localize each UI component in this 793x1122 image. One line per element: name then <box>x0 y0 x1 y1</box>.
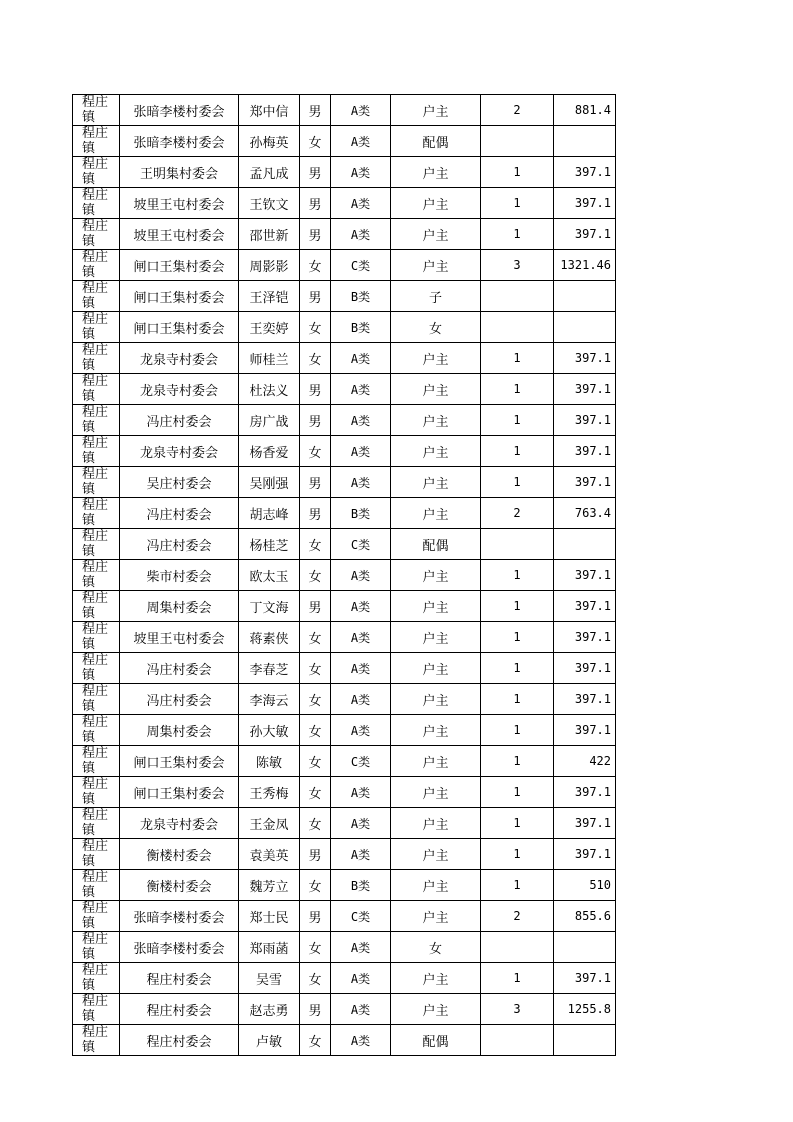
village-cell: 龙泉寺村委会 <box>120 343 239 374</box>
name-cell: 孙梅英 <box>239 126 300 157</box>
table-row <box>73 901 616 932</box>
name-cell: 房广战 <box>239 405 300 436</box>
village-cell: 程庄村委会 <box>120 963 239 994</box>
category-cell: A类 <box>331 777 391 808</box>
town-cell: 程庄镇 <box>73 622 120 653</box>
amount-cell: 397.1 <box>554 467 616 498</box>
category-cell: C类 <box>331 901 391 932</box>
gender-cell: 女 <box>300 126 331 157</box>
household-count-cell: 1 <box>481 622 554 653</box>
amount-cell: 1255.8 <box>554 994 616 1025</box>
table-row <box>73 746 616 777</box>
gender-cell: 男 <box>300 374 331 405</box>
gender-cell: 男 <box>300 219 331 250</box>
village-cell: 吴庄村委会 <box>120 467 239 498</box>
table-row <box>73 932 616 963</box>
household-count-cell: 1 <box>481 405 554 436</box>
table-row <box>73 591 616 622</box>
household-count-cell: 1 <box>481 343 554 374</box>
village-cell: 闸口王集村委会 <box>120 281 239 312</box>
household-count-cell <box>481 126 554 157</box>
household-count-cell: 2 <box>481 95 554 126</box>
table-row <box>73 777 616 808</box>
town-cell: 程庄镇 <box>73 684 120 715</box>
table-row <box>73 188 616 219</box>
name-cell: 吴刚强 <box>239 467 300 498</box>
category-cell: A类 <box>331 219 391 250</box>
household-count-cell: 1 <box>481 560 554 591</box>
table-row <box>73 436 616 467</box>
category-cell: C类 <box>331 250 391 281</box>
table-row <box>73 157 616 188</box>
name-cell: 杜法义 <box>239 374 300 405</box>
relation-cell: 户主 <box>391 436 481 467</box>
village-cell: 张暗李楼村委会 <box>120 126 239 157</box>
village-cell: 龙泉寺村委会 <box>120 436 239 467</box>
name-cell: 蒋素侠 <box>239 622 300 653</box>
amount-cell: 881.4 <box>554 95 616 126</box>
gender-cell: 女 <box>300 560 331 591</box>
table-row <box>73 963 616 994</box>
name-cell: 吴雪 <box>239 963 300 994</box>
gender-cell: 女 <box>300 250 331 281</box>
gender-cell: 男 <box>300 901 331 932</box>
category-cell: A类 <box>331 126 391 157</box>
amount-cell: 397.1 <box>554 839 616 870</box>
name-cell: 杨香爱 <box>239 436 300 467</box>
village-cell: 闸口王集村委会 <box>120 746 239 777</box>
table-row <box>73 715 616 746</box>
name-cell: 李海云 <box>239 684 300 715</box>
town-cell: 程庄镇 <box>73 343 120 374</box>
village-cell: 冯庄村委会 <box>120 498 239 529</box>
table-row <box>73 870 616 901</box>
category-cell: B类 <box>331 281 391 312</box>
amount-cell: 397.1 <box>554 622 616 653</box>
name-cell: 师桂兰 <box>239 343 300 374</box>
relation-cell: 户主 <box>391 622 481 653</box>
amount-cell: 397.1 <box>554 591 616 622</box>
town-cell: 程庄镇 <box>73 932 120 963</box>
relation-cell: 户主 <box>391 374 481 405</box>
town-cell: 程庄镇 <box>73 1025 120 1056</box>
name-cell: 王秀梅 <box>239 777 300 808</box>
table-row <box>73 95 616 126</box>
relation-cell: 户主 <box>391 777 481 808</box>
gender-cell: 女 <box>300 653 331 684</box>
amount-cell: 397.1 <box>554 343 616 374</box>
amount-cell: 397.1 <box>554 374 616 405</box>
household-count-cell <box>481 312 554 343</box>
relation-cell: 户主 <box>391 95 481 126</box>
relation-cell: 户主 <box>391 808 481 839</box>
village-cell: 冯庄村委会 <box>120 653 239 684</box>
category-cell: A类 <box>331 994 391 1025</box>
household-count-cell <box>481 1025 554 1056</box>
amount-cell <box>554 529 616 560</box>
household-count-cell: 3 <box>481 250 554 281</box>
village-cell: 闸口王集村委会 <box>120 312 239 343</box>
village-cell: 周集村委会 <box>120 715 239 746</box>
village-cell: 张暗李楼村委会 <box>120 901 239 932</box>
gender-cell: 女 <box>300 870 331 901</box>
gender-cell: 男 <box>300 95 331 126</box>
village-cell: 冯庄村委会 <box>120 405 239 436</box>
table-row <box>73 529 616 560</box>
relation-cell: 户主 <box>391 870 481 901</box>
town-cell: 程庄镇 <box>73 777 120 808</box>
relation-cell: 户主 <box>391 901 481 932</box>
amount-cell: 397.1 <box>554 405 616 436</box>
relation-cell: 户主 <box>391 498 481 529</box>
gender-cell: 女 <box>300 963 331 994</box>
gender-cell: 男 <box>300 591 331 622</box>
relation-cell: 户主 <box>391 219 481 250</box>
name-cell: 丁文海 <box>239 591 300 622</box>
village-cell: 程庄村委会 <box>120 994 239 1025</box>
category-cell: A类 <box>331 560 391 591</box>
name-cell: 邵世新 <box>239 219 300 250</box>
category-cell: A类 <box>331 467 391 498</box>
table-row <box>73 219 616 250</box>
village-cell: 张暗李楼村委会 <box>120 95 239 126</box>
table-row <box>73 126 616 157</box>
gender-cell: 女 <box>300 808 331 839</box>
amount-cell <box>554 281 616 312</box>
amount-cell: 1321.46 <box>554 250 616 281</box>
relation-cell: 户主 <box>391 560 481 591</box>
relation-cell: 户主 <box>391 839 481 870</box>
category-cell: A类 <box>331 436 391 467</box>
amount-cell: 397.1 <box>554 436 616 467</box>
town-cell: 程庄镇 <box>73 250 120 281</box>
household-count-cell: 1 <box>481 808 554 839</box>
category-cell: C类 <box>331 529 391 560</box>
gender-cell: 女 <box>300 436 331 467</box>
relation-cell: 户主 <box>391 157 481 188</box>
table-row <box>73 374 616 405</box>
household-count-cell: 1 <box>481 653 554 684</box>
town-cell: 程庄镇 <box>73 746 120 777</box>
category-cell: A类 <box>331 963 391 994</box>
relation-cell: 户主 <box>391 467 481 498</box>
village-cell: 冯庄村委会 <box>120 529 239 560</box>
village-cell: 周集村委会 <box>120 591 239 622</box>
village-cell: 衡楼村委会 <box>120 839 239 870</box>
category-cell: B类 <box>331 870 391 901</box>
category-cell: A类 <box>331 343 391 374</box>
relation-cell: 户主 <box>391 343 481 374</box>
relation-cell: 户主 <box>391 963 481 994</box>
name-cell: 郑中信 <box>239 95 300 126</box>
gender-cell: 女 <box>300 622 331 653</box>
gender-cell: 男 <box>300 994 331 1025</box>
relation-cell: 户主 <box>391 653 481 684</box>
gender-cell: 男 <box>300 281 331 312</box>
household-count-cell: 3 <box>481 994 554 1025</box>
table-row <box>73 839 616 870</box>
name-cell: 陈敏 <box>239 746 300 777</box>
table-row <box>73 684 616 715</box>
name-cell: 魏芳立 <box>239 870 300 901</box>
town-cell: 程庄镇 <box>73 281 120 312</box>
town-cell: 程庄镇 <box>73 188 120 219</box>
category-cell: A类 <box>331 405 391 436</box>
table-row <box>73 312 616 343</box>
name-cell: 杨桂芝 <box>239 529 300 560</box>
table-row <box>73 250 616 281</box>
amount-cell: 397.1 <box>554 715 616 746</box>
amount-cell: 397.1 <box>554 777 616 808</box>
gender-cell: 女 <box>300 777 331 808</box>
relation-cell: 户主 <box>391 746 481 777</box>
relation-cell: 户主 <box>391 188 481 219</box>
relation-cell: 户主 <box>391 715 481 746</box>
amount-cell <box>554 1025 616 1056</box>
town-cell: 程庄镇 <box>73 436 120 467</box>
town-cell: 程庄镇 <box>73 219 120 250</box>
town-cell: 程庄镇 <box>73 653 120 684</box>
town-cell: 程庄镇 <box>73 994 120 1025</box>
town-cell: 程庄镇 <box>73 157 120 188</box>
town-cell: 程庄镇 <box>73 405 120 436</box>
name-cell: 王奕婷 <box>239 312 300 343</box>
town-cell: 程庄镇 <box>73 870 120 901</box>
household-count-cell: 1 <box>481 963 554 994</box>
category-cell: B类 <box>331 498 391 529</box>
name-cell: 王钦文 <box>239 188 300 219</box>
village-cell: 柴市村委会 <box>120 560 239 591</box>
amount-cell: 397.1 <box>554 188 616 219</box>
gender-cell: 女 <box>300 529 331 560</box>
village-cell: 衡楼村委会 <box>120 870 239 901</box>
town-cell: 程庄镇 <box>73 715 120 746</box>
household-count-cell: 1 <box>481 591 554 622</box>
gender-cell: 女 <box>300 343 331 374</box>
relation-cell: 户主 <box>391 405 481 436</box>
household-count-cell: 1 <box>481 188 554 219</box>
category-cell: A类 <box>331 95 391 126</box>
town-cell: 程庄镇 <box>73 498 120 529</box>
town-cell: 程庄镇 <box>73 95 120 126</box>
gender-cell: 女 <box>300 715 331 746</box>
household-count-cell: 1 <box>481 467 554 498</box>
table-row <box>73 1025 616 1056</box>
category-cell: A类 <box>331 157 391 188</box>
town-cell: 程庄镇 <box>73 963 120 994</box>
name-cell: 李春芝 <box>239 653 300 684</box>
amount-cell: 397.1 <box>554 653 616 684</box>
amount-cell: 397.1 <box>554 808 616 839</box>
category-cell: A类 <box>331 808 391 839</box>
village-cell: 闸口王集村委会 <box>120 250 239 281</box>
table-row <box>73 498 616 529</box>
table-row <box>73 405 616 436</box>
village-cell: 闸口王集村委会 <box>120 777 239 808</box>
relation-cell: 户主 <box>391 994 481 1025</box>
name-cell: 袁美英 <box>239 839 300 870</box>
household-count-cell: 1 <box>481 746 554 777</box>
category-cell: A类 <box>331 591 391 622</box>
name-cell: 欧太玉 <box>239 560 300 591</box>
amount-cell: 397.1 <box>554 157 616 188</box>
amount-cell: 763.4 <box>554 498 616 529</box>
household-count-cell: 1 <box>481 777 554 808</box>
table-row <box>73 343 616 374</box>
amount-cell <box>554 312 616 343</box>
household-count-cell: 1 <box>481 870 554 901</box>
household-count-cell <box>481 529 554 560</box>
town-cell: 程庄镇 <box>73 808 120 839</box>
name-cell: 孟凡成 <box>239 157 300 188</box>
gender-cell: 男 <box>300 467 331 498</box>
gender-cell: 女 <box>300 746 331 777</box>
amount-cell <box>554 126 616 157</box>
town-cell: 程庄镇 <box>73 839 120 870</box>
gender-cell: 男 <box>300 498 331 529</box>
gender-cell: 男 <box>300 405 331 436</box>
household-count-cell: 1 <box>481 715 554 746</box>
village-cell: 程庄村委会 <box>120 1025 239 1056</box>
village-cell: 张暗李楼村委会 <box>120 932 239 963</box>
village-cell: 坡里王屯村委会 <box>120 219 239 250</box>
category-cell: A类 <box>331 1025 391 1056</box>
gender-cell: 女 <box>300 312 331 343</box>
category-cell: A类 <box>331 622 391 653</box>
name-cell: 郑士民 <box>239 901 300 932</box>
category-cell: A类 <box>331 684 391 715</box>
relation-cell: 户主 <box>391 591 481 622</box>
name-cell: 胡志峰 <box>239 498 300 529</box>
name-cell: 赵志勇 <box>239 994 300 1025</box>
town-cell: 程庄镇 <box>73 901 120 932</box>
relation-cell: 户主 <box>391 250 481 281</box>
gender-cell: 男 <box>300 188 331 219</box>
village-cell: 坡里王屯村委会 <box>120 622 239 653</box>
household-count-cell: 1 <box>481 157 554 188</box>
household-count-cell: 1 <box>481 839 554 870</box>
town-cell: 程庄镇 <box>73 467 120 498</box>
relation-cell: 户主 <box>391 684 481 715</box>
town-cell: 程庄镇 <box>73 529 120 560</box>
relation-cell: 子 <box>391 281 481 312</box>
relation-cell: 配偶 <box>391 1025 481 1056</box>
household-count-cell <box>481 932 554 963</box>
name-cell: 王金凤 <box>239 808 300 839</box>
household-count-cell: 2 <box>481 901 554 932</box>
town-cell: 程庄镇 <box>73 591 120 622</box>
table-row <box>73 622 616 653</box>
amount-cell <box>554 932 616 963</box>
village-cell: 坡里王屯村委会 <box>120 188 239 219</box>
household-count-cell: 1 <box>481 374 554 405</box>
table-row <box>73 467 616 498</box>
household-count-cell: 1 <box>481 219 554 250</box>
amount-cell: 422 <box>554 746 616 777</box>
name-cell: 王泽铠 <box>239 281 300 312</box>
town-cell: 程庄镇 <box>73 312 120 343</box>
household-count-cell <box>481 281 554 312</box>
category-cell: A类 <box>331 715 391 746</box>
category-cell: B类 <box>331 312 391 343</box>
gender-cell: 女 <box>300 684 331 715</box>
category-cell: A类 <box>331 932 391 963</box>
category-cell: A类 <box>331 839 391 870</box>
amount-cell: 397.1 <box>554 219 616 250</box>
category-cell: A类 <box>331 374 391 405</box>
relation-cell: 配偶 <box>391 126 481 157</box>
name-cell: 周影影 <box>239 250 300 281</box>
table-row <box>73 560 616 591</box>
household-count-cell: 1 <box>481 684 554 715</box>
town-cell: 程庄镇 <box>73 126 120 157</box>
town-cell: 程庄镇 <box>73 560 120 591</box>
village-cell: 冯庄村委会 <box>120 684 239 715</box>
amount-cell: 855.6 <box>554 901 616 932</box>
table-row <box>73 808 616 839</box>
village-cell: 龙泉寺村委会 <box>120 374 239 405</box>
relation-cell: 女 <box>391 932 481 963</box>
category-cell: A类 <box>331 653 391 684</box>
beneficiary-table <box>72 94 616 1056</box>
relation-cell: 配偶 <box>391 529 481 560</box>
town-cell: 程庄镇 <box>73 374 120 405</box>
name-cell: 孙大敏 <box>239 715 300 746</box>
gender-cell: 女 <box>300 1025 331 1056</box>
village-cell: 王明集村委会 <box>120 157 239 188</box>
table-row <box>73 653 616 684</box>
category-cell: C类 <box>331 746 391 777</box>
village-cell: 龙泉寺村委会 <box>120 808 239 839</box>
amount-cell: 397.1 <box>554 684 616 715</box>
table-row <box>73 281 616 312</box>
gender-cell: 男 <box>300 157 331 188</box>
amount-cell: 510 <box>554 870 616 901</box>
table-body <box>73 95 616 1056</box>
amount-cell: 397.1 <box>554 963 616 994</box>
name-cell: 卢敏 <box>239 1025 300 1056</box>
household-count-cell: 2 <box>481 498 554 529</box>
gender-cell: 男 <box>300 839 331 870</box>
relation-cell: 女 <box>391 312 481 343</box>
household-count-cell: 1 <box>481 436 554 467</box>
name-cell: 郑雨菡 <box>239 932 300 963</box>
category-cell: A类 <box>331 188 391 219</box>
gender-cell: 女 <box>300 932 331 963</box>
amount-cell: 397.1 <box>554 560 616 591</box>
table-row <box>73 994 616 1025</box>
